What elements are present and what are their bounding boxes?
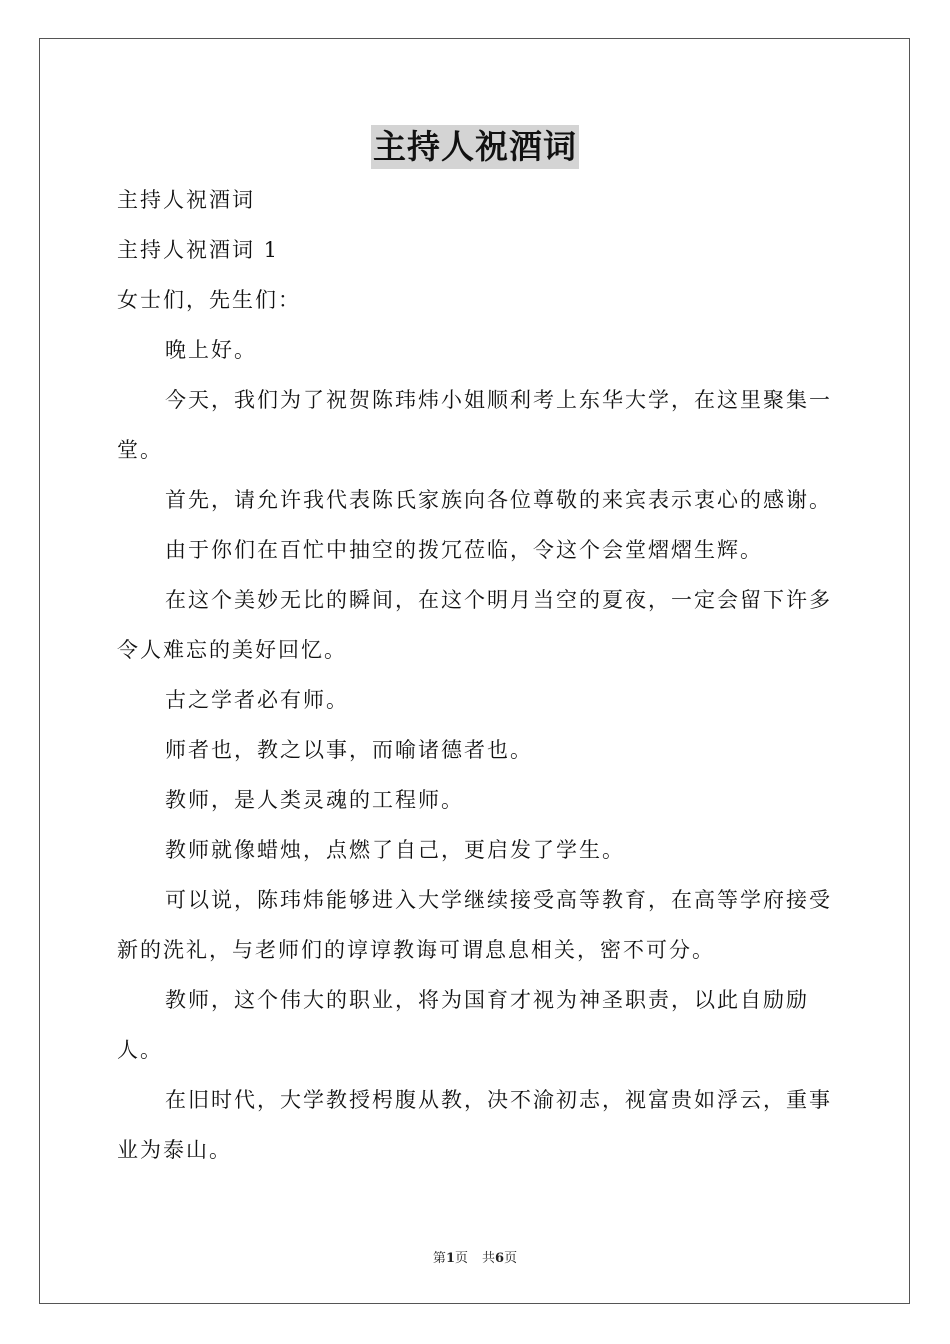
current-page-number: 1	[445, 1251, 455, 1266]
body-paragraph: 由于你们在百忙中抽空的拨冗莅临，令这个会堂熠熠生辉。	[165, 538, 763, 562]
body-paragraph: 可以说，陈玮炜能够进入大学继续接受高等教育，在高等学府接受新的洗礼，与老师们的谆谆教诲可谓息息相关，密不可分。	[117, 888, 832, 962]
body-paragraph: 古之学者必有师。	[165, 688, 349, 712]
body-paragraph: 在旧时代，大学教授枵腹从教，决不渝初志，视富贵如浮云，重事业为泰山。	[117, 1088, 832, 1162]
body-paragraph: 女士们，先生们：	[117, 288, 301, 312]
document-title: 主持人祝酒词	[371, 125, 579, 169]
page-footer	[0, 1247, 950, 1266]
body-paragraph: 教师就像蜡烛，点燃了自己，更启发了学生。	[165, 838, 625, 862]
page-label-prefix: 第	[432, 1251, 446, 1266]
page-label-suffix: 页	[454, 1251, 468, 1266]
total-label-prefix: 共	[482, 1251, 496, 1266]
body-paragraph: 主持人祝酒词	[117, 188, 255, 212]
body-paragraph: 教师，这个伟大的职业，将为国育才视为神圣职责，以此自励励人。	[117, 988, 809, 1062]
body-paragraph: 教师，是人类灵魂的工程师。	[165, 788, 464, 812]
body-paragraph: 师者也，教之以事，而喻诸德者也。	[165, 738, 533, 762]
total-label-suffix: 页	[504, 1251, 518, 1266]
body-paragraph: 在这个美妙无比的瞬间，在这个明月当空的夏夜，一定会留下许多令人难忘的美好回忆。	[117, 588, 832, 662]
body-paragraph: 首先，请允许我代表陈氏家族向各位尊敬的来宾表示衷心的感谢。	[165, 488, 832, 512]
document-body	[117, 175, 837, 1175]
body-paragraph: 今天，我们为了祝贺陈玮炜小姐顺利考上东华大学，在这里聚集一堂。	[117, 388, 832, 462]
total-page-count: 6	[495, 1251, 505, 1266]
body-paragraph: 主持人祝酒词 1	[117, 238, 280, 262]
title-container	[0, 125, 950, 169]
body-paragraph: 晚上好。	[165, 338, 257, 362]
